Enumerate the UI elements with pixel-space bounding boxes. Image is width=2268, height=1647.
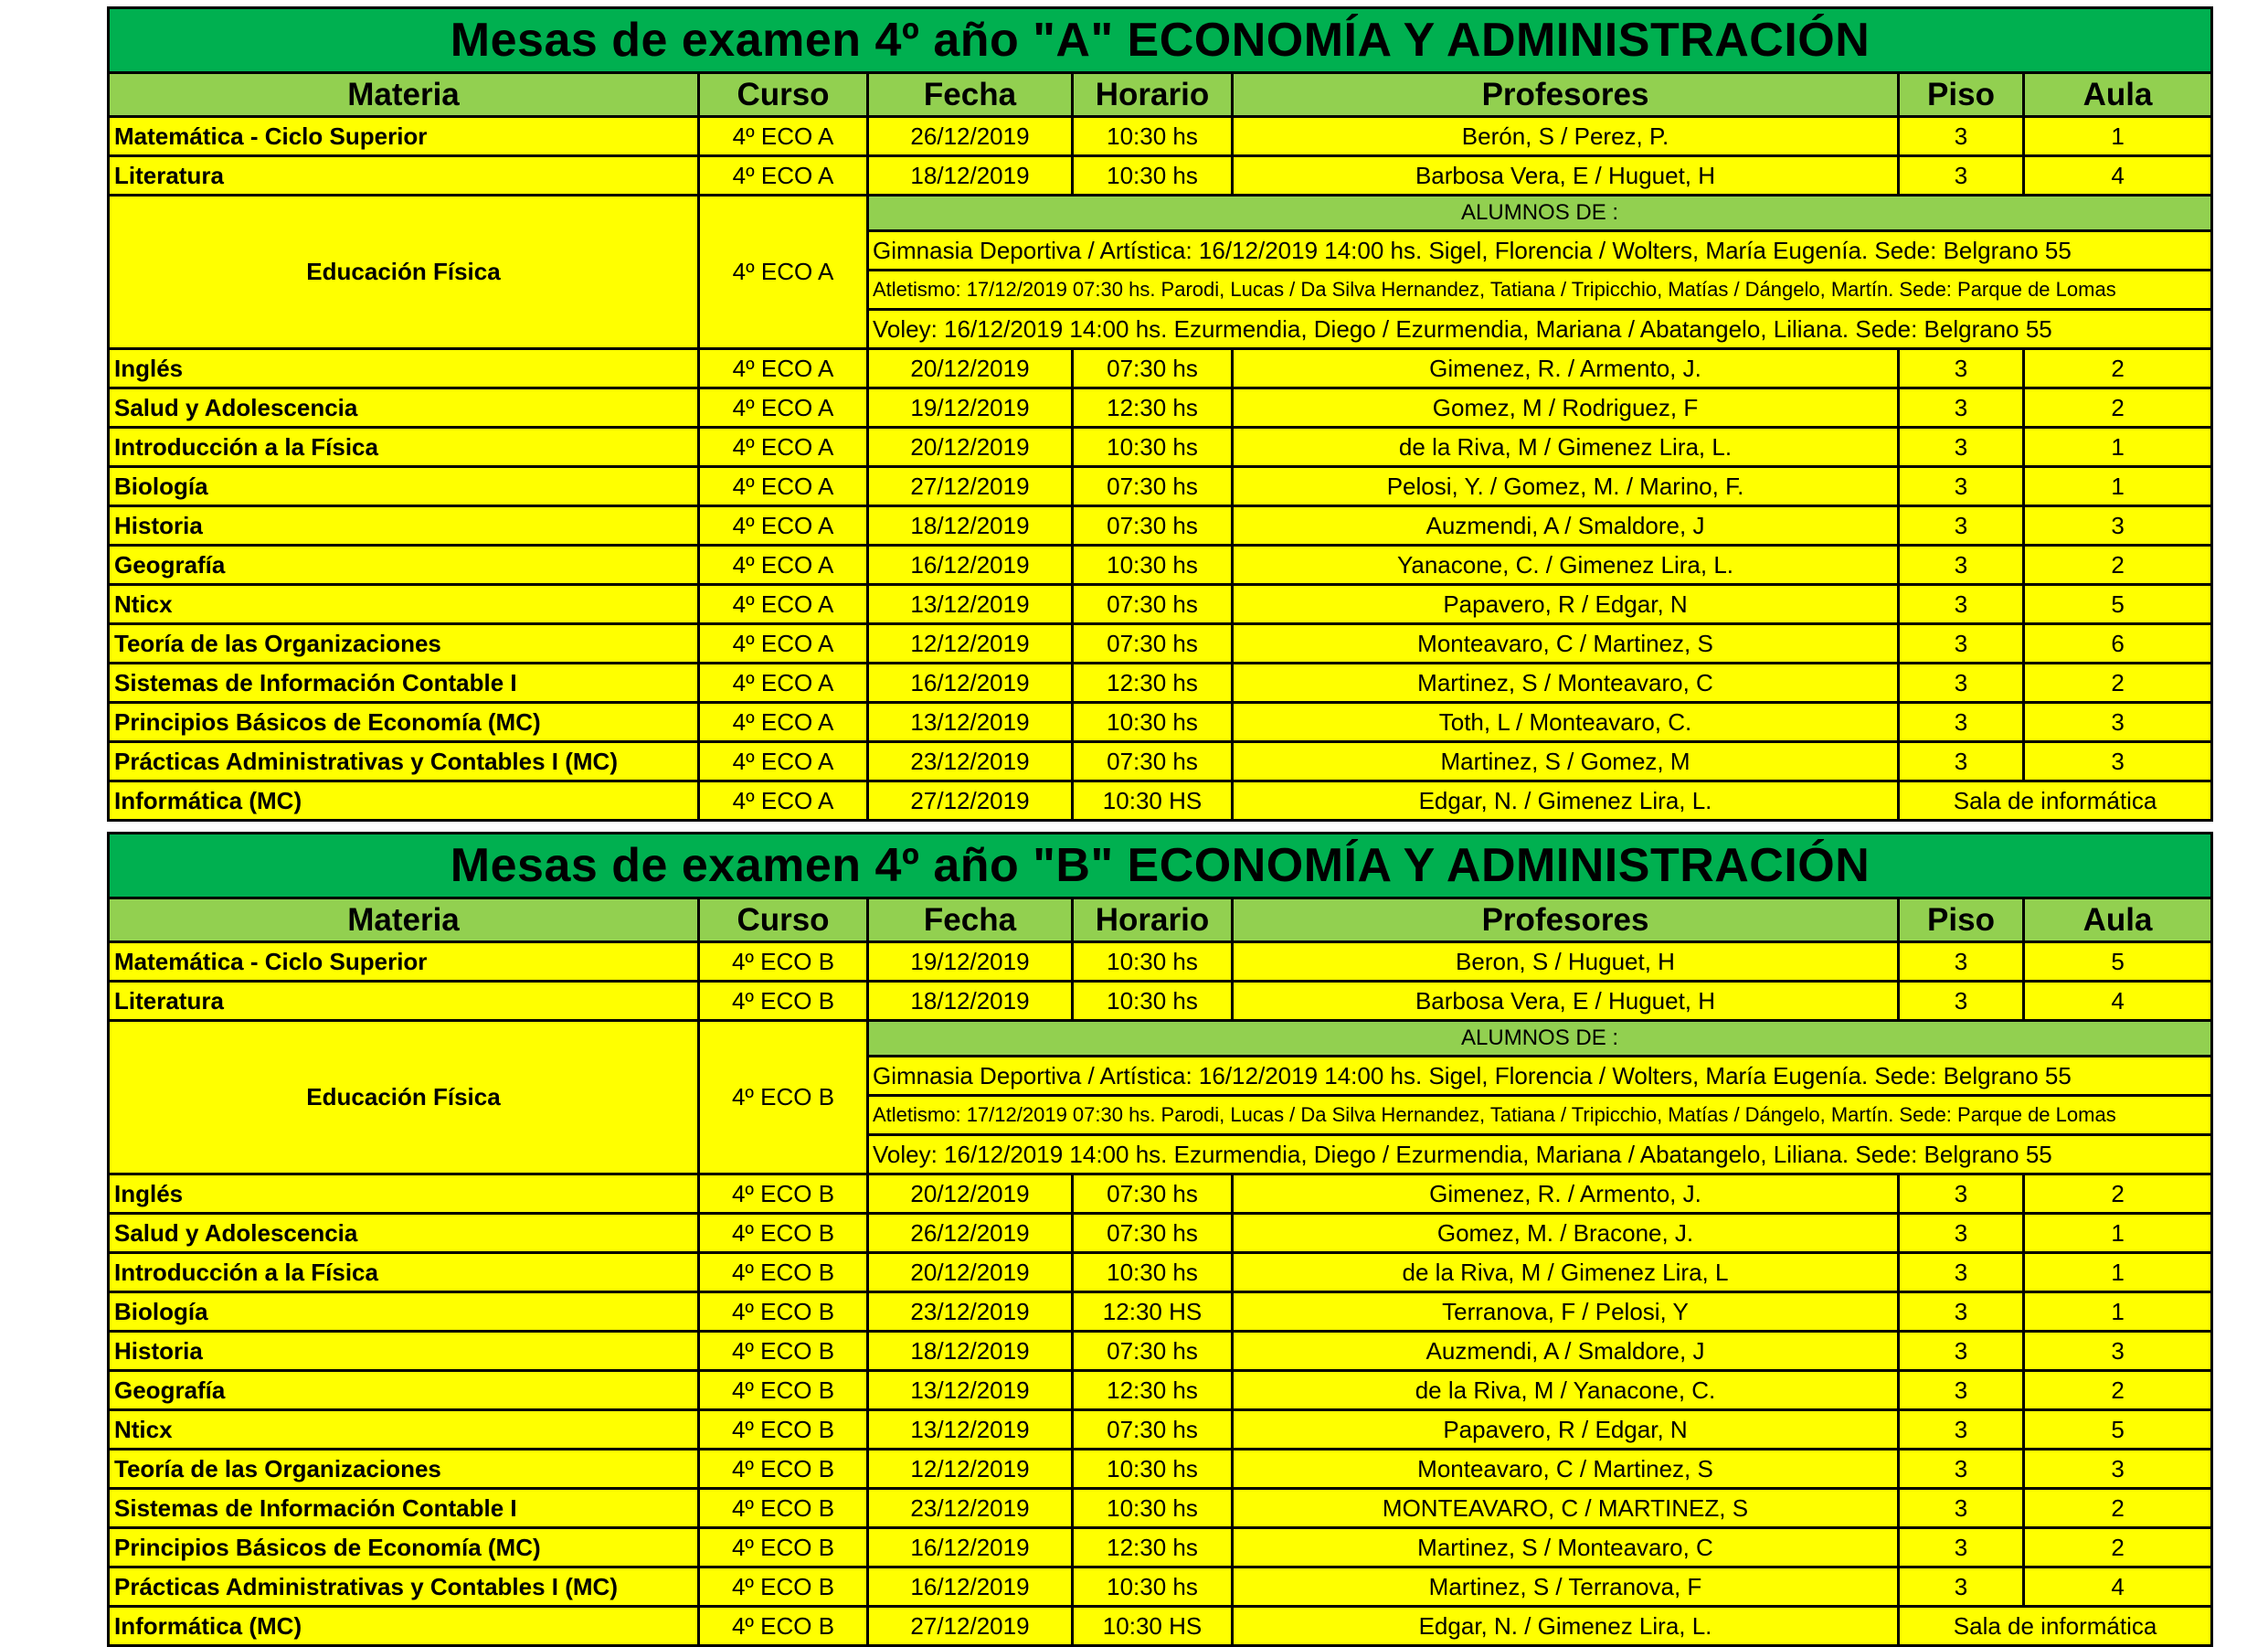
piso-cell: 3 <box>1899 664 2024 703</box>
table-row <box>109 1607 2212 1646</box>
horario-cell: 07:30 hs <box>1073 1332 1233 1371</box>
profesores-cell: Edgar, N. / Gimenez Lira, L. <box>1233 1607 1899 1646</box>
horario-cell: 10:30 hs <box>1073 156 1233 196</box>
curso-cell: 4º ECO B <box>699 1567 868 1607</box>
column-header-materia: Materia <box>109 898 699 942</box>
piso-cell: 3 <box>1899 742 2024 781</box>
profesores-cell: Papavero, R / Edgar, N <box>1233 585 1899 624</box>
pe-row <box>109 1021 2212 1057</box>
pe-note: Atletismo: 17/12/2019 07:30 hs. Parodi, Lucas / Da Silva Hernandez, Tatiana / Tripicchio, Matías / Dángelo, Martín. Sede: Parque de Lomas <box>868 271 2212 310</box>
horario-cell: 12:30 hs <box>1073 388 1233 428</box>
column-header-curso: Curso <box>699 898 868 942</box>
curso-cell: 4º ECO A <box>699 156 868 196</box>
fecha-cell: 12/12/2019 <box>868 624 1073 664</box>
fecha-cell: 20/12/2019 <box>868 1174 1073 1214</box>
fecha-cell: 13/12/2019 <box>868 1371 1073 1410</box>
piso-cell: 3 <box>1899 1253 2024 1292</box>
aula-cell: 3 <box>2024 703 2212 742</box>
horario-cell: 10:30 hs <box>1073 982 1233 1021</box>
materia-cell: Principios Básicos de Economía (MC) <box>109 703 699 742</box>
fecha-cell: 16/12/2019 <box>868 664 1073 703</box>
pe-students-header: ALUMNOS DE : <box>868 1021 2212 1057</box>
table-row <box>109 1174 2212 1214</box>
profesores-cell: de la Riva, M / Gimenez Lira, L <box>1233 1253 1899 1292</box>
profesores-cell: Papavero, R / Edgar, N <box>1233 1410 1899 1450</box>
aula-cell: 1 <box>2024 467 2212 506</box>
table-row <box>109 388 2212 428</box>
curso-cell: 4º ECO B <box>699 1214 868 1253</box>
piso-cell: 3 <box>1899 1174 2024 1214</box>
pe-students-header: ALUMNOS DE : <box>868 196 2212 231</box>
column-header-curso: Curso <box>699 73 868 117</box>
materia-cell: Biología <box>109 467 699 506</box>
curso-cell: 4º ECO A <box>699 742 868 781</box>
piso-cell: 3 <box>1899 1489 2024 1528</box>
piso-cell: 3 <box>1899 585 2024 624</box>
column-header-materia: Materia <box>109 73 699 117</box>
horario-cell: 10:30 hs <box>1073 546 1233 585</box>
curso-cell: 4º ECO B <box>699 1607 868 1646</box>
aula-cell: 5 <box>2024 1410 2212 1450</box>
profesores-cell: Toth, L / Monteavaro, C. <box>1233 703 1899 742</box>
fecha-cell: 20/12/2019 <box>868 1253 1073 1292</box>
table-row <box>109 585 2212 624</box>
horario-cell: 10:30 HS <box>1073 1607 1233 1646</box>
table-row <box>109 1214 2212 1253</box>
piso-cell: 3 <box>1899 1214 2024 1253</box>
materia-cell: Teoría de las Organizaciones <box>109 1450 699 1489</box>
piso-cell: 3 <box>1899 428 2024 467</box>
curso-cell: 4º ECO B <box>699 982 868 1021</box>
profesores-cell: de la Riva, M / Gimenez Lira, L. <box>1233 428 1899 467</box>
table-row <box>109 467 2212 506</box>
fecha-cell: 23/12/2019 <box>868 1489 1073 1528</box>
curso-cell: 4º ECO A <box>699 117 868 156</box>
curso-cell: 4º ECO B <box>699 1410 868 1450</box>
section-title: Mesas de examen 4º año "B" ECONOMÍA Y ADMINISTRACIÓN <box>109 834 2212 898</box>
aula-cell: 3 <box>2024 1332 2212 1371</box>
table-row <box>109 1528 2212 1567</box>
curso-cell: 4º ECO B <box>699 1528 868 1567</box>
profesores-cell: Berón, S / Perez, P. <box>1233 117 1899 156</box>
materia-cell: Informática (MC) <box>109 781 699 821</box>
piso-cell: 3 <box>1899 349 2024 388</box>
aula-cell: 6 <box>2024 624 2212 664</box>
fecha-cell: 18/12/2019 <box>868 1332 1073 1371</box>
profesores-cell: Martinez, S / Gomez, M <box>1233 742 1899 781</box>
table-row <box>109 546 2212 585</box>
profesores-cell: Martinez, S / Terranova, F <box>1233 1567 1899 1607</box>
table-row <box>109 506 2212 546</box>
materia-cell: Inglés <box>109 349 699 388</box>
table-row <box>109 703 2212 742</box>
title-row <box>109 8 2212 73</box>
aula-cell: 2 <box>2024 664 2212 703</box>
piso-cell: 3 <box>1899 1528 2024 1567</box>
aula-cell: 5 <box>2024 585 2212 624</box>
piso-cell: 3 <box>1899 506 2024 546</box>
curso-cell: 4º ECO A <box>699 664 868 703</box>
materia-cell: Salud y Adolescencia <box>109 1214 699 1253</box>
materia-cell: Sistemas de Información Contable I <box>109 1489 699 1528</box>
piso-cell: 3 <box>1899 1410 2024 1450</box>
table-row <box>109 1410 2212 1450</box>
piso-cell: 3 <box>1899 703 2024 742</box>
table-row <box>109 942 2212 982</box>
materia-cell: Informática (MC) <box>109 1607 699 1646</box>
aula-cell: 2 <box>2024 349 2212 388</box>
table-row <box>109 1450 2212 1489</box>
aula-cell: 1 <box>2024 1214 2212 1253</box>
column-header-profesores: Profesores <box>1233 73 1899 117</box>
aula-cell: 2 <box>2024 546 2212 585</box>
horario-cell: 10:30 hs <box>1073 942 1233 982</box>
piso-cell: 3 <box>1899 1292 2024 1332</box>
materia-cell: Literatura <box>109 982 699 1021</box>
materia-cell: Teoría de las Organizaciones <box>109 624 699 664</box>
materia-cell: Nticx <box>109 1410 699 1450</box>
materia-cell: Nticx <box>109 585 699 624</box>
fecha-cell: 26/12/2019 <box>868 117 1073 156</box>
piso-cell: 3 <box>1899 942 2024 982</box>
table-row <box>109 781 2212 821</box>
pe-note: Atletismo: 17/12/2019 07:30 hs. Parodi, Lucas / Da Silva Hernandez, Tatiana / Tripicchio, Matías / Dángelo, Martín. Sede: Parque de Lomas <box>868 1096 2212 1135</box>
horario-cell: 07:30 hs <box>1073 742 1233 781</box>
aula-cell: 2 <box>2024 1489 2212 1528</box>
section-title: Mesas de examen 4º año "A" ECONOMÍA Y ADMINISTRACIÓN <box>109 8 2212 73</box>
horario-cell: 10:30 hs <box>1073 117 1233 156</box>
materia-cell: Introducción a la Física <box>109 428 699 467</box>
piso-cell: 3 <box>1899 388 2024 428</box>
horario-cell: 07:30 hs <box>1073 506 1233 546</box>
materia-cell: Geografía <box>109 546 699 585</box>
pe-note: Gimnasia Deportiva / Artística: 16/12/2019 14:00 hs. Sigel, Florencia / Wolters, María Eugenía. Sede: Belgrano 55 <box>868 231 2212 271</box>
curso-cell: 4º ECO A <box>699 703 868 742</box>
profesores-cell: Monteavaro, C / Martinez, S <box>1233 624 1899 664</box>
curso-cell: 4º ECO B <box>699 1489 868 1528</box>
piso-cell: 3 <box>1899 546 2024 585</box>
aula-cell: 1 <box>2024 117 2212 156</box>
horario-cell: 07:30 hs <box>1073 349 1233 388</box>
aula-cell: 2 <box>2024 388 2212 428</box>
horario-cell: 10:30 hs <box>1073 1450 1233 1489</box>
fecha-cell: 18/12/2019 <box>868 982 1073 1021</box>
profesores-cell: Monteavaro, C / Martinez, S <box>1233 1450 1899 1489</box>
materia-cell: Literatura <box>109 156 699 196</box>
curso-cell: 4º ECO B <box>699 1332 868 1371</box>
profesores-cell: Yanacone, C. / Gimenez Lira, L. <box>1233 546 1899 585</box>
profesores-cell: Barbosa Vera, E / Huguet, H <box>1233 982 1899 1021</box>
fecha-cell: 13/12/2019 <box>868 703 1073 742</box>
lugar-cell: Sala de informática <box>1899 1607 2212 1646</box>
aula-cell: 4 <box>2024 156 2212 196</box>
aula-cell: 3 <box>2024 506 2212 546</box>
horario-cell: 07:30 hs <box>1073 1214 1233 1253</box>
profesores-cell: Martinez, S / Monteavaro, C <box>1233 1528 1899 1567</box>
horario-cell: 07:30 hs <box>1073 585 1233 624</box>
pe-row <box>109 196 2212 231</box>
aula-cell: 1 <box>2024 428 2212 467</box>
curso-cell: 4º ECO B <box>699 942 868 982</box>
table-row <box>109 1253 2212 1292</box>
materia-cell: Salud y Adolescencia <box>109 388 699 428</box>
pe-materia-cell: Educación Física <box>109 196 699 349</box>
exam-table-section-a <box>107 6 2213 822</box>
piso-cell: 3 <box>1899 1332 2024 1371</box>
pe-curso-cell: 4º ECO A <box>699 196 868 349</box>
fecha-cell: 18/12/2019 <box>868 156 1073 196</box>
aula-cell: 4 <box>2024 1567 2212 1607</box>
table-row <box>109 1371 2212 1410</box>
fecha-cell: 13/12/2019 <box>868 1410 1073 1450</box>
materia-cell: Biología <box>109 1292 699 1332</box>
table-row <box>109 664 2212 703</box>
horario-cell: 07:30 hs <box>1073 1174 1233 1214</box>
profesores-cell: Gimenez, R. / Armento, J. <box>1233 349 1899 388</box>
piso-cell: 3 <box>1899 117 2024 156</box>
pe-curso-cell: 4º ECO B <box>699 1021 868 1174</box>
fecha-cell: 16/12/2019 <box>868 1567 1073 1607</box>
profesores-cell: Martinez, S / Monteavaro, C <box>1233 664 1899 703</box>
materia-cell: Historia <box>109 1332 699 1371</box>
profesores-cell: Pelosi, Y. / Gomez, M. / Marino, F. <box>1233 467 1899 506</box>
horario-cell: 12:30 hs <box>1073 664 1233 703</box>
horario-cell: 10:30 hs <box>1073 428 1233 467</box>
curso-cell: 4º ECO B <box>699 1371 868 1410</box>
piso-cell: 3 <box>1899 156 2024 196</box>
table-row <box>109 982 2212 1021</box>
materia-cell: Matemática - Ciclo Superior <box>109 117 699 156</box>
aula-cell: 3 <box>2024 742 2212 781</box>
pe-materia-cell: Educación Física <box>109 1021 699 1174</box>
profesores-cell: Terranova, F / Pelosi, Y <box>1233 1292 1899 1332</box>
profesores-cell: Beron, S / Huguet, H <box>1233 942 1899 982</box>
table-row <box>109 1292 2212 1332</box>
horario-cell: 10:30 hs <box>1073 703 1233 742</box>
materia-cell: Sistemas de Información Contable I <box>109 664 699 703</box>
fecha-cell: 19/12/2019 <box>868 942 1073 982</box>
piso-cell: 3 <box>1899 1567 2024 1607</box>
curso-cell: 4º ECO A <box>699 781 868 821</box>
table-row <box>109 117 2212 156</box>
curso-cell: 4º ECO A <box>699 506 868 546</box>
exam-table-section-b <box>107 832 2213 1647</box>
curso-cell: 4º ECO B <box>699 1292 868 1332</box>
table-row <box>109 1489 2212 1528</box>
column-header-profesores: Profesores <box>1233 898 1899 942</box>
piso-cell: 3 <box>1899 467 2024 506</box>
fecha-cell: 27/12/2019 <box>868 1607 1073 1646</box>
piso-cell: 3 <box>1899 624 2024 664</box>
materia-cell: Matemática - Ciclo Superior <box>109 942 699 982</box>
aula-cell: 1 <box>2024 1292 2212 1332</box>
curso-cell: 4º ECO A <box>699 585 868 624</box>
fecha-cell: 16/12/2019 <box>868 1528 1073 1567</box>
profesores-cell: Gimenez, R. / Armento, J. <box>1233 1174 1899 1214</box>
pe-note: Gimnasia Deportiva / Artística: 16/12/2019 14:00 hs. Sigel, Florencia / Wolters, María Eugenía. Sede: Belgrano 55 <box>868 1057 2212 1096</box>
horario-cell: 07:30 hs <box>1073 467 1233 506</box>
fecha-cell: 23/12/2019 <box>868 742 1073 781</box>
column-header-fecha: Fecha <box>868 73 1073 117</box>
curso-cell: 4º ECO A <box>699 349 868 388</box>
profesores-cell: Gomez, M. / Bracone, J. <box>1233 1214 1899 1253</box>
fecha-cell: 16/12/2019 <box>868 546 1073 585</box>
curso-cell: 4º ECO B <box>699 1450 868 1489</box>
aula-cell: 2 <box>2024 1528 2212 1567</box>
horario-cell: 12:30 hs <box>1073 1528 1233 1567</box>
profesores-cell: Barbosa Vera, E / Huguet, H <box>1233 156 1899 196</box>
horario-cell: 10:30 hs <box>1073 1253 1233 1292</box>
curso-cell: 4º ECO A <box>699 467 868 506</box>
horario-cell: 12:30 hs <box>1073 1371 1233 1410</box>
curso-cell: 4º ECO B <box>699 1253 868 1292</box>
fecha-cell: 26/12/2019 <box>868 1214 1073 1253</box>
column-header-horario: Horario <box>1073 73 1233 117</box>
table-row <box>109 428 2212 467</box>
profesores-cell: de la Riva, M / Yanacone, C. <box>1233 1371 1899 1410</box>
column-header-horario: Horario <box>1073 898 1233 942</box>
table-row <box>109 1332 2212 1371</box>
curso-cell: 4º ECO A <box>699 428 868 467</box>
pe-note: Voley: 16/12/2019 14:00 hs. Ezurmendia, Diego / Ezurmendia, Mariana / Abatangelo, Liliana. Sede: Belgrano 55 <box>868 1135 2212 1174</box>
fecha-cell: 27/12/2019 <box>868 781 1073 821</box>
profesores-cell: Auzmendi, A / Smaldore, J <box>1233 1332 1899 1371</box>
horario-cell: 07:30 hs <box>1073 624 1233 664</box>
title-row <box>109 834 2212 898</box>
materia-cell: Geografía <box>109 1371 699 1410</box>
curso-cell: 4º ECO B <box>699 1174 868 1214</box>
column-header-aula: Aula <box>2024 73 2212 117</box>
profesores-cell: Gomez, M / Rodriguez, F <box>1233 388 1899 428</box>
fecha-cell: 20/12/2019 <box>868 349 1073 388</box>
horario-cell: 10:30 HS <box>1073 781 1233 821</box>
materia-cell: Inglés <box>109 1174 699 1214</box>
fecha-cell: 18/12/2019 <box>868 506 1073 546</box>
fecha-cell: 27/12/2019 <box>868 467 1073 506</box>
table-row <box>109 742 2212 781</box>
column-header-aula: Aula <box>2024 898 2212 942</box>
table-row <box>109 624 2212 664</box>
fecha-cell: 23/12/2019 <box>868 1292 1073 1332</box>
fecha-cell: 20/12/2019 <box>868 428 1073 467</box>
horario-cell: 10:30 hs <box>1073 1567 1233 1607</box>
fecha-cell: 12/12/2019 <box>868 1450 1073 1489</box>
materia-cell: Historia <box>109 506 699 546</box>
aula-cell: 1 <box>2024 1253 2212 1292</box>
materia-cell: Prácticas Administrativas y Contables I (MC) <box>109 742 699 781</box>
column-header-piso: Piso <box>1899 73 2024 117</box>
pe-note: Voley: 16/12/2019 14:00 hs. Ezurmendia, Diego / Ezurmendia, Mariana / Abatangelo, Liliana. Sede: Belgrano 55 <box>868 310 2212 349</box>
fecha-cell: 19/12/2019 <box>868 388 1073 428</box>
horario-cell: 10:30 hs <box>1073 1489 1233 1528</box>
piso-cell: 3 <box>1899 1371 2024 1410</box>
profesores-cell: MONTEAVARO, C / MARTINEZ, S <box>1233 1489 1899 1528</box>
piso-cell: 3 <box>1899 1450 2024 1489</box>
curso-cell: 4º ECO A <box>699 624 868 664</box>
curso-cell: 4º ECO A <box>699 388 868 428</box>
table-row <box>109 156 2212 196</box>
lugar-cell: Sala de informática <box>1899 781 2212 821</box>
table-row <box>109 1567 2212 1607</box>
column-header-row <box>109 73 2212 117</box>
aula-cell: 5 <box>2024 942 2212 982</box>
profesores-cell: Edgar, N. / Gimenez Lira, L. <box>1233 781 1899 821</box>
column-header-row <box>109 898 2212 942</box>
table-row <box>109 349 2212 388</box>
aula-cell: 4 <box>2024 982 2212 1021</box>
aula-cell: 3 <box>2024 1450 2212 1489</box>
piso-cell: 3 <box>1899 982 2024 1021</box>
materia-cell: Introducción a la Física <box>109 1253 699 1292</box>
aula-cell: 2 <box>2024 1174 2212 1214</box>
profesores-cell: Auzmendi, A / Smaldore, J <box>1233 506 1899 546</box>
fecha-cell: 13/12/2019 <box>868 585 1073 624</box>
curso-cell: 4º ECO A <box>699 546 868 585</box>
materia-cell: Principios Básicos de Economía (MC) <box>109 1528 699 1567</box>
materia-cell: Prácticas Administrativas y Contables I (MC) <box>109 1567 699 1607</box>
column-header-fecha: Fecha <box>868 898 1073 942</box>
column-header-piso: Piso <box>1899 898 2024 942</box>
horario-cell: 12:30 HS <box>1073 1292 1233 1332</box>
horario-cell: 07:30 hs <box>1073 1410 1233 1450</box>
aula-cell: 2 <box>2024 1371 2212 1410</box>
